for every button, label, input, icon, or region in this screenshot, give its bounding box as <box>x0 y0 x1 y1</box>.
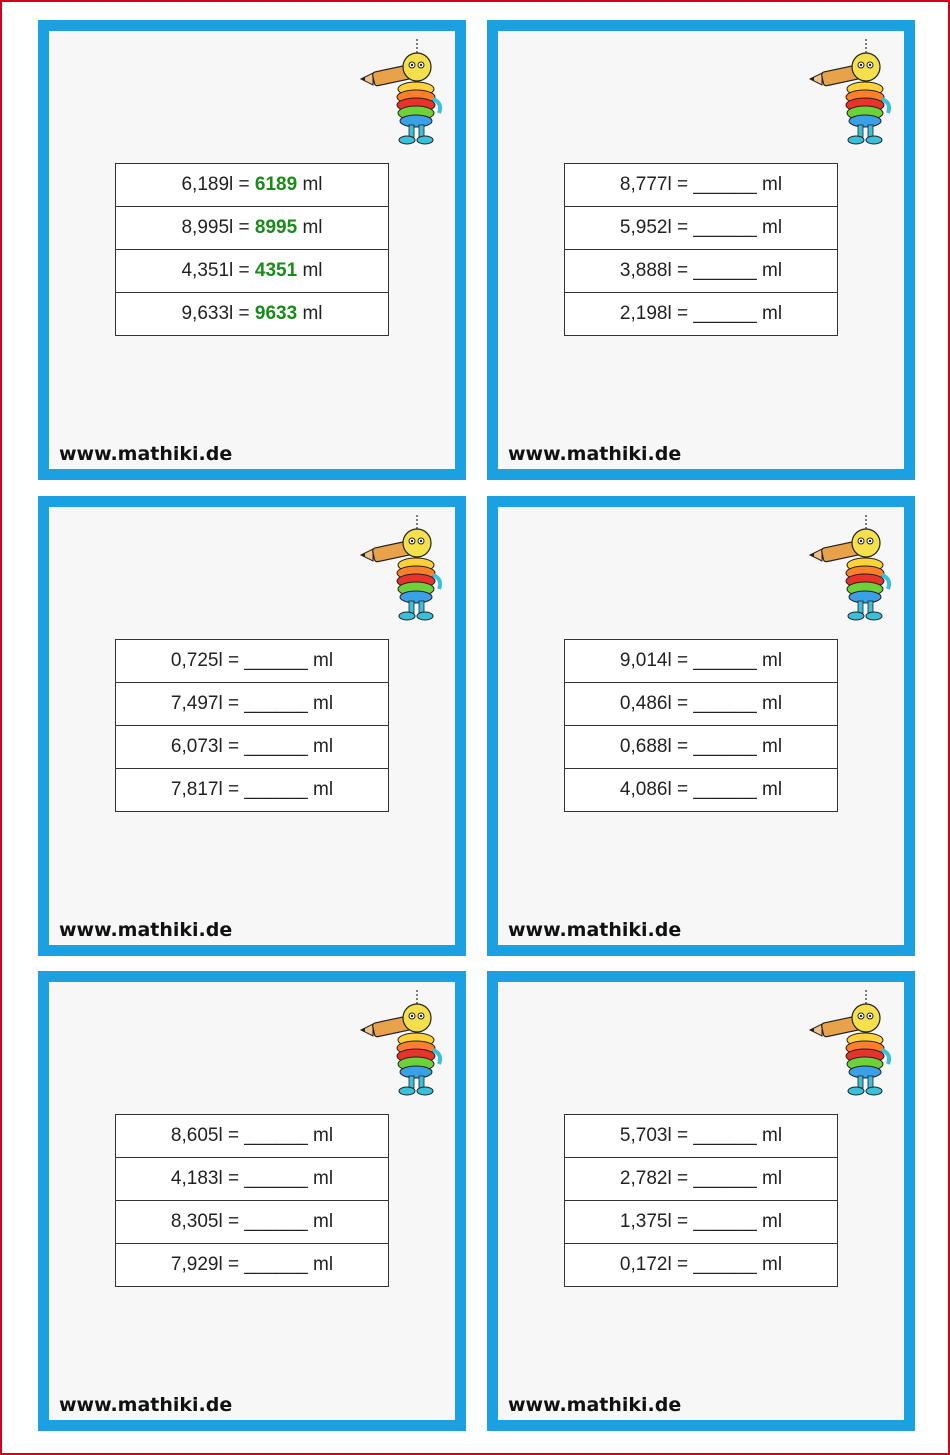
unit-label: ml <box>762 217 783 238</box>
conversion-cell <box>565 207 838 250</box>
table-row <box>116 293 389 336</box>
unit-label: ml <box>762 260 783 281</box>
answer-blank: ______ <box>244 693 308 714</box>
liter-prompt: 4,351l = <box>181 260 250 281</box>
conversion-cell <box>116 1244 389 1287</box>
answer-blank: ______ <box>693 303 757 324</box>
conversion-cell <box>565 683 838 726</box>
mascot-pencil-icon <box>808 39 898 151</box>
footer-url: www.mathiki.de <box>508 1394 682 1416</box>
unit-label: ml <box>762 303 783 324</box>
unit-label: ml <box>762 693 783 714</box>
footer-url: www.mathiki.de <box>59 1394 233 1416</box>
table-row <box>565 1201 838 1244</box>
liter-prompt: 4,086l = <box>619 779 689 800</box>
mascot-pencil-icon <box>808 990 898 1102</box>
worksheet-card <box>38 20 466 480</box>
answer-blank: ______ <box>244 1254 308 1275</box>
conversion-table <box>115 639 389 812</box>
unit-label: ml <box>313 736 334 757</box>
conversion-cell <box>116 726 389 769</box>
liter-prompt: 8,305l = <box>170 1211 240 1232</box>
unit-label: ml <box>313 1254 334 1275</box>
table-row <box>565 293 838 336</box>
table-row <box>565 1158 838 1201</box>
answer-blank: ______ <box>693 1211 757 1232</box>
table-row <box>116 769 389 812</box>
answer-blank: ______ <box>693 217 757 238</box>
table-row <box>565 683 838 726</box>
table-row <box>565 164 838 207</box>
liter-prompt: 7,497l = <box>170 693 240 714</box>
conversion-cell <box>116 164 389 207</box>
answer-blank: ______ <box>693 779 757 800</box>
answer-blank: ______ <box>244 1125 308 1146</box>
liter-prompt: 8,995l = <box>181 217 250 238</box>
conversion-cell <box>565 640 838 683</box>
liter-prompt: 8,605l = <box>170 1125 240 1146</box>
unit-label: ml <box>313 779 334 800</box>
footer-url: www.mathiki.de <box>59 919 233 941</box>
liter-prompt: 5,952l = <box>619 217 689 238</box>
table-row <box>565 250 838 293</box>
table-row <box>565 1244 838 1287</box>
table-row <box>565 1115 838 1158</box>
unit-label: ml <box>313 650 334 671</box>
conversion-cell <box>116 207 389 250</box>
unit-label: ml <box>313 693 334 714</box>
conversion-cell <box>565 250 838 293</box>
answer-blank: ______ <box>244 779 308 800</box>
answer-value: 6189 <box>254 174 298 195</box>
answer-blank: ______ <box>693 1168 757 1189</box>
liter-prompt: 0,725l = <box>170 650 240 671</box>
liter-prompt: 6,189l = <box>181 174 250 195</box>
conversion-table <box>564 163 838 336</box>
footer-url: www.mathiki.de <box>508 919 682 941</box>
worksheet-card <box>38 496 466 956</box>
worksheet-card <box>487 971 915 1431</box>
conversion-cell <box>116 1201 389 1244</box>
unit-label: ml <box>302 303 323 324</box>
footer-url: www.mathiki.de <box>508 443 682 465</box>
unit-label: ml <box>762 174 783 195</box>
conversion-cell <box>116 683 389 726</box>
table-row <box>116 1158 389 1201</box>
answer-blank: ______ <box>244 1211 308 1232</box>
table-row <box>565 207 838 250</box>
liter-prompt: 2,198l = <box>619 303 689 324</box>
answer-value: 8995 <box>254 217 298 238</box>
worksheet-card <box>487 20 915 480</box>
worksheet-card <box>487 496 915 956</box>
conversion-cell <box>565 1244 838 1287</box>
mascot-pencil-icon <box>808 515 898 627</box>
conversion-table <box>115 1114 389 1287</box>
worksheet-card <box>38 971 466 1431</box>
answer-blank: ______ <box>693 693 757 714</box>
unit-label: ml <box>313 1211 334 1232</box>
answer-blank: ______ <box>693 260 757 281</box>
unit-label: ml <box>762 1168 783 1189</box>
answer-blank: ______ <box>693 736 757 757</box>
table-row <box>116 1201 389 1244</box>
unit-label: ml <box>762 1125 783 1146</box>
answer-blank: ______ <box>244 736 308 757</box>
answer-blank: ______ <box>693 1254 757 1275</box>
table-row <box>565 726 838 769</box>
liter-prompt: 4,183l = <box>170 1168 240 1189</box>
unit-label: ml <box>762 779 783 800</box>
unit-label: ml <box>302 217 323 238</box>
table-row <box>565 769 838 812</box>
liter-prompt: 9,633l = <box>181 303 250 324</box>
liter-prompt: 0,486l = <box>619 693 689 714</box>
unit-label: ml <box>313 1168 334 1189</box>
conversion-cell <box>565 769 838 812</box>
table-row <box>116 640 389 683</box>
liter-prompt: 6,073l = <box>170 736 240 757</box>
conversion-cell <box>565 1115 838 1158</box>
unit-label: ml <box>313 1125 334 1146</box>
conversion-cell <box>116 1158 389 1201</box>
table-row <box>116 250 389 293</box>
conversion-cell <box>565 1158 838 1201</box>
liter-prompt: 9,014l = <box>619 650 689 671</box>
table-row <box>116 726 389 769</box>
answer-blank: ______ <box>693 174 757 195</box>
mascot-pencil-icon <box>359 39 449 151</box>
unit-label: ml <box>762 1254 783 1275</box>
answer-blank: ______ <box>693 1125 757 1146</box>
conversion-table <box>564 1114 838 1287</box>
conversion-cell <box>116 640 389 683</box>
conversion-table <box>115 163 389 336</box>
answer-blank: ______ <box>693 650 757 671</box>
conversion-cell <box>565 726 838 769</box>
liter-prompt: 1,375l = <box>619 1211 689 1232</box>
liter-prompt: 0,172l = <box>619 1254 689 1275</box>
liter-prompt: 7,817l = <box>170 779 240 800</box>
conversion-cell <box>116 250 389 293</box>
conversion-cell <box>116 769 389 812</box>
conversion-cell <box>565 1201 838 1244</box>
unit-label: ml <box>302 174 323 195</box>
conversion-cell <box>116 1115 389 1158</box>
liter-prompt: 7,929l = <box>170 1254 240 1275</box>
table-row <box>116 207 389 250</box>
answer-value: 9633 <box>254 303 298 324</box>
liter-prompt: 2,782l = <box>619 1168 689 1189</box>
liter-prompt: 8,777l = <box>619 174 689 195</box>
unit-label: ml <box>762 736 783 757</box>
liter-prompt: 3,888l = <box>619 260 689 281</box>
table-row <box>565 640 838 683</box>
conversion-cell <box>565 164 838 207</box>
unit-label: ml <box>762 1211 783 1232</box>
conversion-cell <box>116 293 389 336</box>
answer-blank: ______ <box>244 650 308 671</box>
table-row <box>116 1115 389 1158</box>
mascot-pencil-icon <box>359 990 449 1102</box>
conversion-cell <box>565 293 838 336</box>
liter-prompt: 0,688l = <box>619 736 689 757</box>
liter-prompt: 5,703l = <box>619 1125 689 1146</box>
footer-url: www.mathiki.de <box>59 443 233 465</box>
answer-blank: ______ <box>244 1168 308 1189</box>
table-row <box>116 683 389 726</box>
conversion-table <box>564 639 838 812</box>
mascot-pencil-icon <box>359 515 449 627</box>
unit-label: ml <box>762 650 783 671</box>
unit-label: ml <box>302 260 323 281</box>
answer-value: 4351 <box>254 260 298 281</box>
table-row <box>116 164 389 207</box>
table-row <box>116 1244 389 1287</box>
